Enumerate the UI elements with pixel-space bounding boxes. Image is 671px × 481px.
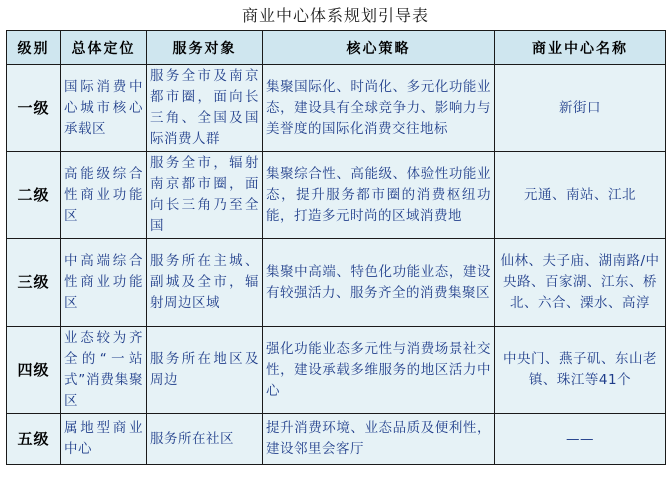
table-row (7, 152, 666, 239)
names-cell: 中央门、燕子矶、东山老镇、珠江等41个 (495, 327, 666, 414)
strategy-cell: 集聚综合性、高能级、体验性功能业态，提升服务都市圈的消费枢纽功能，打造多元时尚的区域消费地 (263, 152, 495, 239)
audience-cell: 服务所在主城、副城及全市，辐射周边区域 (147, 239, 263, 327)
strategy-cell: 集聚国际化、时尚化、多元化功能业态，建设具有全球竞争力、影响力与美誉度的国际化消费交往地标 (263, 65, 495, 152)
table-row (7, 414, 666, 465)
names-cell: 仙林、夫子庙、湖南路/中央路、百家湖、江东、桥北、六合、溧水、高淳 (495, 239, 666, 327)
header-names: 商业中心名称 (495, 31, 666, 65)
names-cell: 元通、南站、江北 (495, 152, 666, 239)
header-row (7, 31, 666, 65)
level-cell: 五级 (7, 414, 61, 465)
level-cell: 二级 (7, 152, 61, 239)
level-cell: 三级 (7, 239, 61, 327)
header-audience: 服务对象 (147, 31, 263, 65)
planning-table (6, 30, 666, 465)
positioning-cell: 国际消费中心城市核心承载区 (61, 65, 147, 152)
positioning-cell: 高能级综合性商业功能区 (61, 152, 147, 239)
strategy-cell: 提升消费环境、业态品质及便利性，建设邻里会客厅 (263, 414, 495, 465)
header-level: 级别 (7, 31, 61, 65)
positioning-cell: 属地型商业中心 (61, 414, 147, 465)
header-strategy: 核心策略 (263, 31, 495, 65)
positioning-cell: 业态较为齐全的“一站式”消费集聚区 (61, 327, 147, 414)
table-title: 商业中心体系规划引导表 (241, 6, 429, 25)
audience-cell: 服务全市及南京都市圈，面向长三角、全国及国际消费人群 (147, 65, 263, 152)
audience-cell: 服务所在地区及周边 (147, 327, 263, 414)
level-cell: 四级 (7, 327, 61, 414)
table-row (7, 65, 666, 152)
audience-cell: 服务全市，辐射南京都市圈，面向长三角乃至全国 (147, 152, 263, 239)
positioning-cell: 中高端综合性商业功能区 (61, 239, 147, 327)
header-positioning: 总体定位 (61, 31, 147, 65)
table-row (7, 327, 666, 414)
strategy-cell: 强化功能业态多元性与消费场景社交性，建设承载多维服务的地区活力中心 (263, 327, 495, 414)
audience-cell: 服务所在社区 (147, 414, 263, 465)
table-row (7, 239, 666, 327)
names-cell: —— (495, 414, 666, 465)
level-cell: 一级 (7, 65, 61, 152)
names-cell: 新街口 (495, 65, 666, 152)
strategy-cell: 集聚中高端、特色化功能业态，建设有较强活力、服务齐全的消费集聚区 (263, 239, 495, 327)
